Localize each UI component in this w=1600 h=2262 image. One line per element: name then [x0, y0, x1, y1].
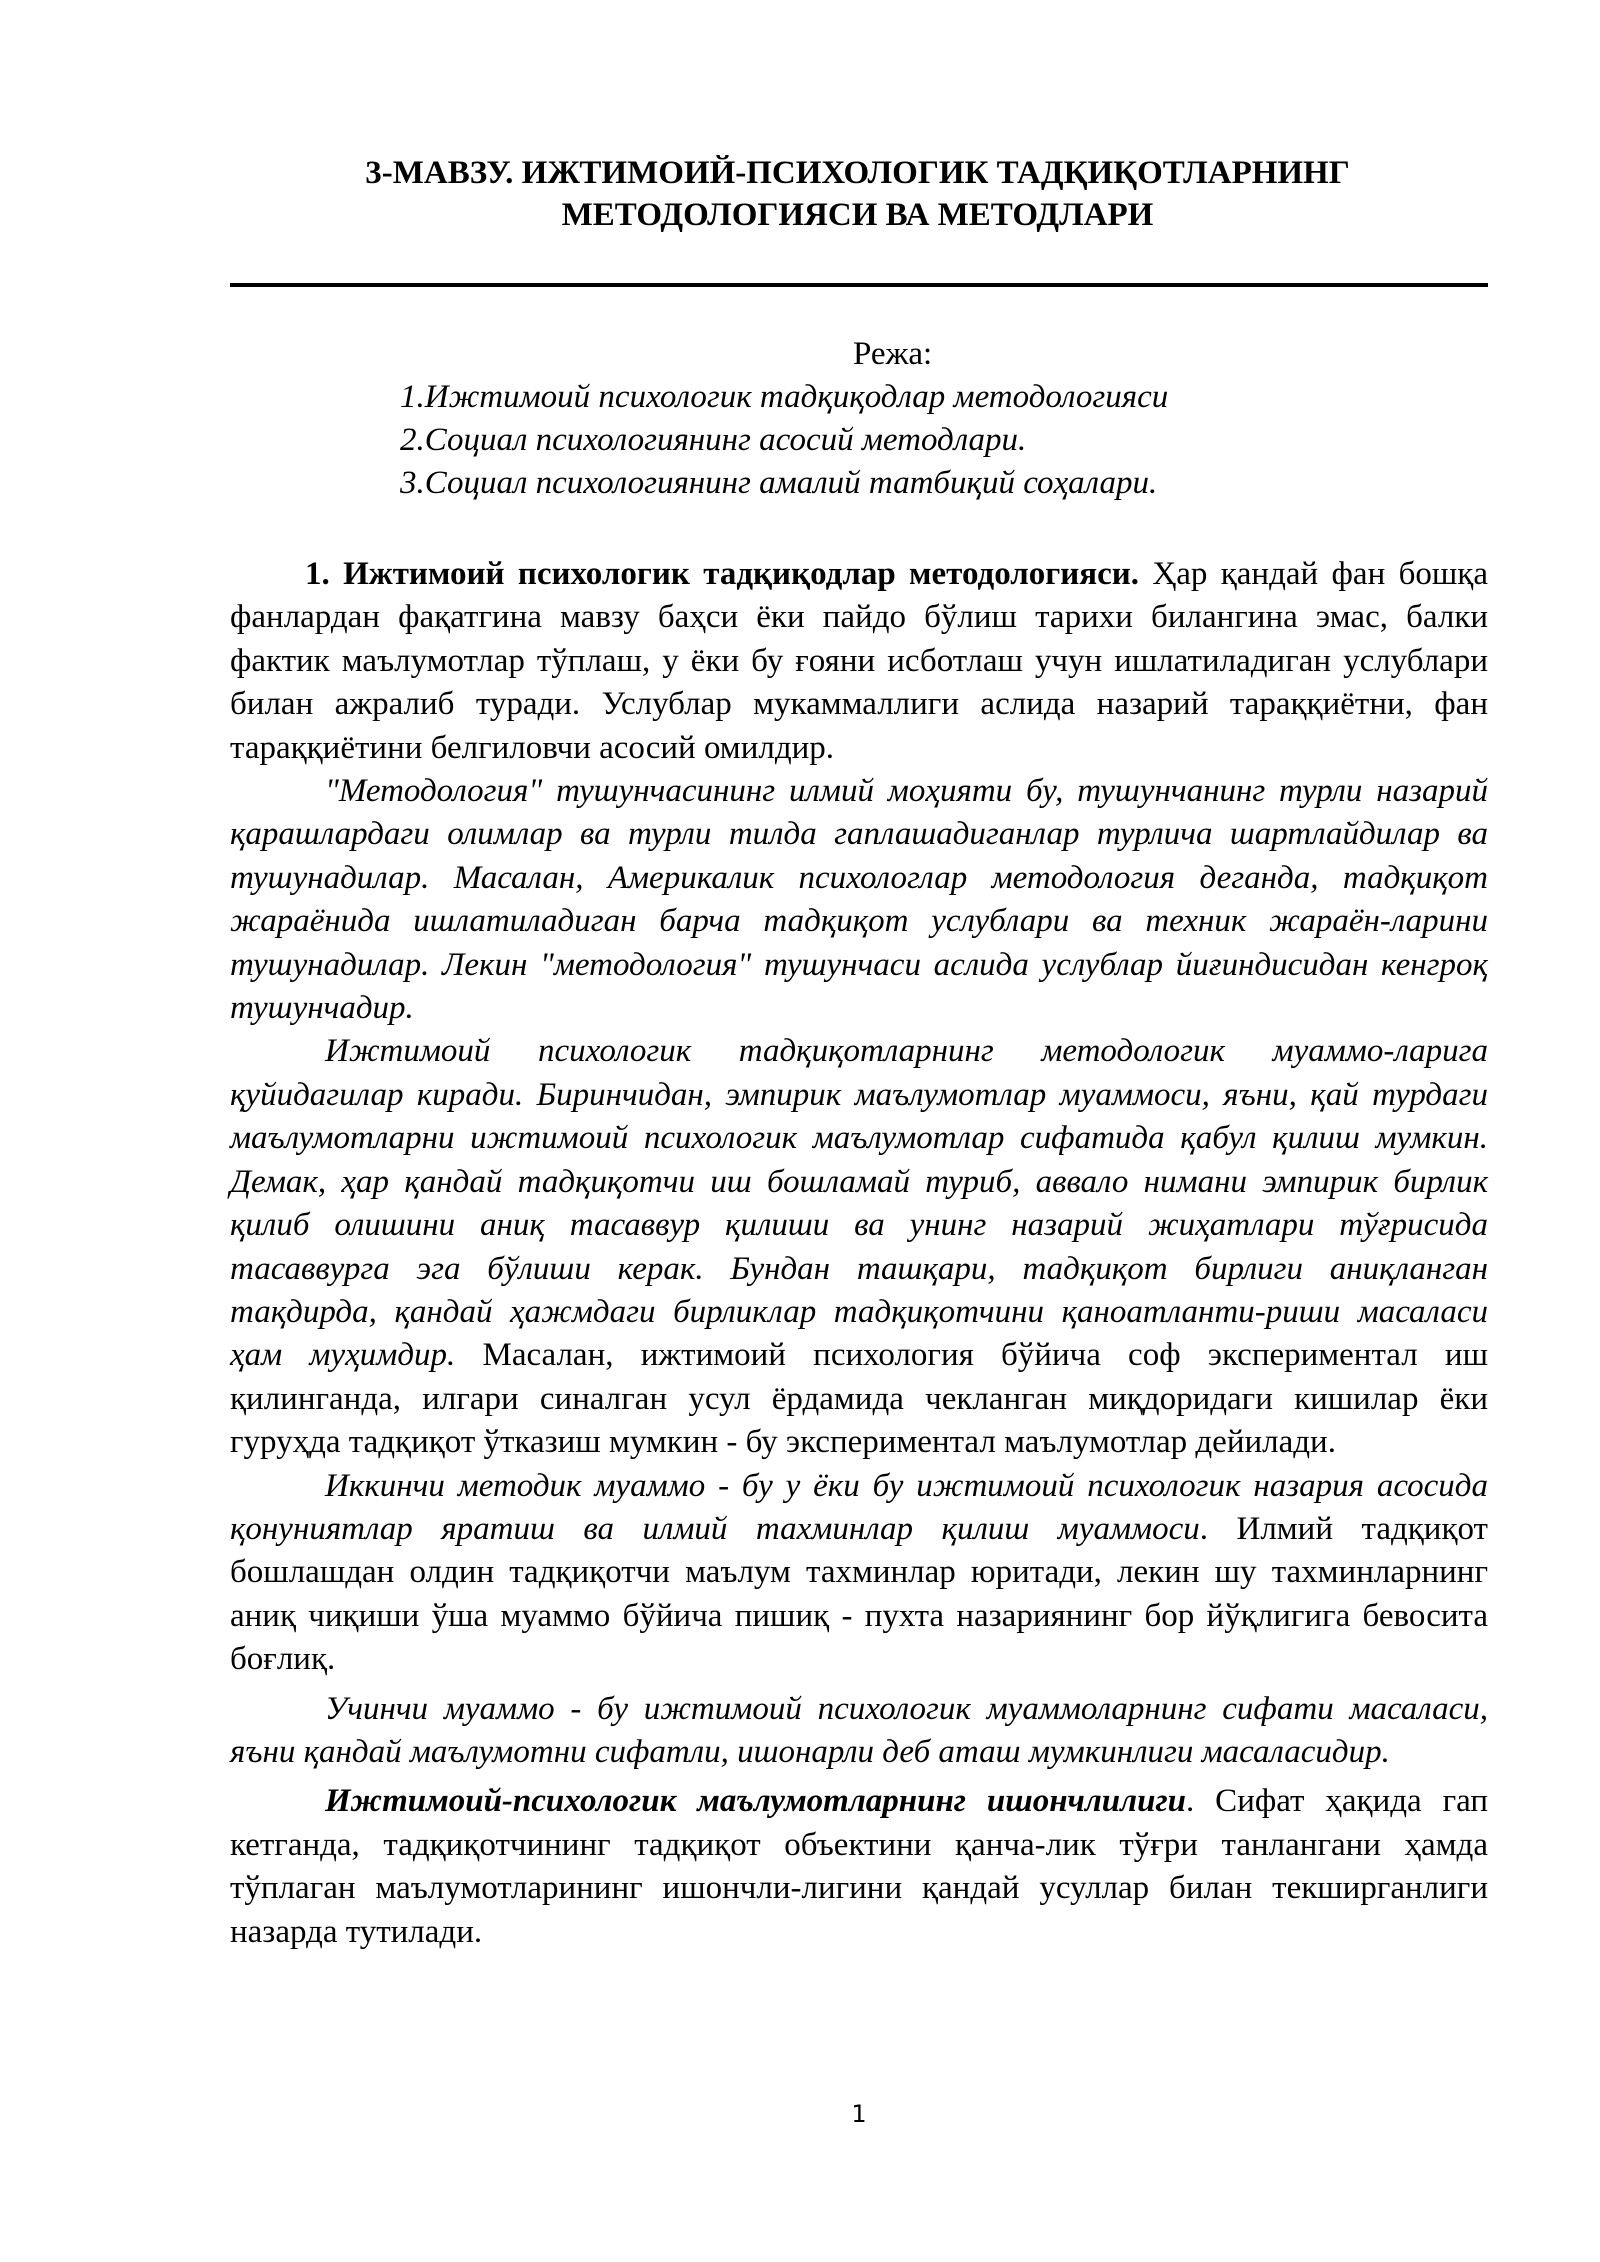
- paragraph-1: [230, 553, 1488, 770]
- title-line-1: 3-МАВЗУ. ИЖТИМОИЙ-ПСИХОЛОГИК ТАДҚИҚОТЛАРНИНГ: [365, 155, 1350, 191]
- paragraph-4-text: . Илмий тадқиқот бошлашдан олдин тадқиқотчи маълум тахминлар юритади, лекин шу тахминларнинг аниқ чиқиши ўша муаммо бўйича пишиқ - пухта назариянинг бор йўқлигига бевосита боғлиқ.: [230, 1510, 1488, 1678]
- paragraph-2: [230, 770, 1488, 1030]
- plan-item-3: 3.Социал психологиянинг амалий татбиқий соҳалари.: [400, 465, 1158, 501]
- body-text: [230, 553, 1488, 1954]
- paragraph-6: [230, 1780, 1488, 1954]
- page-number: 1: [851, 2100, 867, 2128]
- paragraph-4-italic: Иккинчи методик муаммо - бу у ёки бу ижтимоий психологик назария асосида қонуниятлар яратиш ва илмий тахминлар қилиш муаммоси: [230, 1467, 1488, 1547]
- paragraph-6-text: . Сифат ҳақида гап кетганда, тадқиқотчининг тадқиқот объектини қанча-лик тўғри танлангани ҳамда тўплаган маълумотларининг ишончли-лигини қандай усуллар билан текширганлиги назарда тутилади.: [230, 1783, 1489, 1950]
- plan-item-1: 1.Ижтимоий психологик тадқиқодлар методологияси: [400, 379, 1169, 415]
- paragraph-2-text: "Методология" тушунчасининг илмий моҳияти бу, тушунчанинг турли назарий қарашлардаги олимлар ва турли тилда гаплашадиганлар турлича шартлайдилар ва тушунадилар. Масалан, Америкалик психологлар методология деганда, тадқиқот жараёнида ишлатиладиган барча тадқиқот услублари ва техник жараён-ларини тушунадилар. Лекин "методология" тушунчаси аслида услублар йиғиндисидан кенгроқ тушунчадир.: [230, 773, 1488, 1027]
- plan-section: [400, 333, 1400, 505]
- title-divider: [230, 283, 1488, 287]
- page-title: [230, 152, 1485, 236]
- section-heading: 1. Ижтимоий психологик тадқиқодлар методологияси.: [305, 556, 1140, 592]
- paragraph-5-text: Учинчи муаммо - бу ижтимоий психологик муаммоларнинг сифати масаласи, яъни қандай маълумотни сифатли, ишонарли деб аташ мумкинлиги масаласидир.: [230, 1690, 1488, 1770]
- plan-item-2: 2.Социал психологиянинг асосий методлари.: [400, 422, 1027, 458]
- title-line-2: МЕТОДОЛОГИЯСИ ВА МЕТОДЛАРИ: [561, 197, 1154, 233]
- paragraph-3: [230, 1030, 1488, 1464]
- paragraph-6-heading: Ижтимоий-психологик маълумотларнинг ишончлилиги: [325, 1783, 1186, 1820]
- paragraph-3-italic: Ижтимоий психологик тадқиқотларнинг методологик муаммо-ларига қуйидагилар киради. Биринчидан, эмпирик маълумотлар муаммоси, яъни, қай турдаги маълумотларни ижтимоий психологик маълумотлар сифатида қабул қилиш мумкин. Демак, ҳар қандай тадқиқотчи иш бошламай туриб, аввало нимани эмпирик бирлик қилиб олишини аниқ тасаввур қилиши ва унинг назарий жиҳатлари тўғрисида тасаввурга эга бўлиши керак. Бундан ташқари, тадқиқот бирлиги аниқланган тақдирда, қандай ҳажмдаги бирликлар тадқиқотчини қаноатланти-риши масаласи ҳам муҳимдир.: [230, 1033, 1488, 1374]
- paragraph-1-text: Ҳар қандай фан бошқа фанлардан фақатгина мавзу баҳси ёки пайдо бўлиш тарихи билангина эмас, балки фактик маълумотлар тўплаш, у ёки бу ғояни исботлаш учун ишлатиладиган услублари билан ажралиб туради. Услублар мукаммаллиги аслида назарий тараққиётни, фан тараққиётини белгиловчи асосий омилдир.: [230, 556, 1488, 766]
- paragraph-4: [230, 1465, 1488, 1682]
- paragraph-5: [230, 1688, 1488, 1775]
- plan-heading: Режа:: [853, 336, 933, 372]
- paragraph-3-text: Масалан, ижтимоий психология бўйича соф экспериментал иш қилинганда, илгари синалган усул ёрдамида чекланган миқдоридаги кишилар ёки гуруҳда тадқиқот ўтказиш мумкин - бу экспериментал маълумотлар дейилади.: [230, 1337, 1488, 1461]
